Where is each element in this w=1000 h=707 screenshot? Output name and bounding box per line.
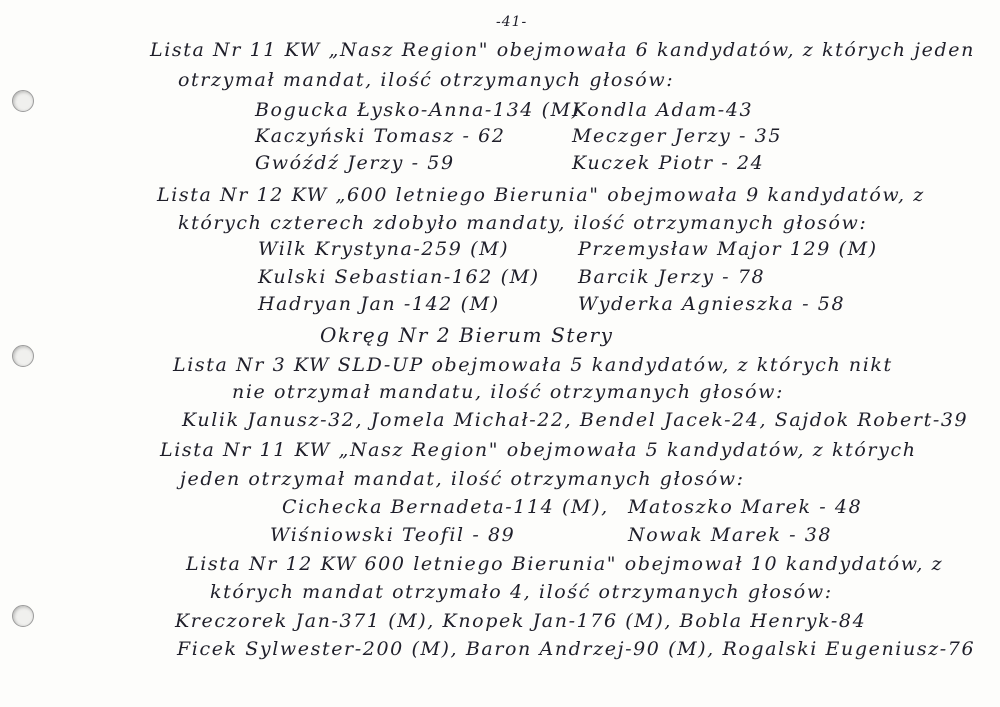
binder-hole (12, 90, 34, 112)
candidate-entry: Kaczyński Tomasz - 62 (255, 125, 506, 147)
candidate-entry: Meczger Jerzy - 35 (572, 125, 783, 147)
list-3-subheader: nie otrzymał mandatu, ilość otrzymanych głosów: (232, 381, 785, 403)
binder-hole (12, 605, 34, 627)
list-3-header: Lista Nr 3 KW SLD-UP obejmowała 5 kandydatów, z których nikt (173, 354, 893, 376)
candidate-line: Ficek Sylwester-200 (M), Baron Andrzej-90 (M), Rogalski Eugeniusz-76 (177, 638, 976, 660)
candidate-entry: Nowak Marek - 38 (628, 524, 833, 546)
list-12-header: Lista Nr 12 KW „600 letniego Bierunia" obejmowała 9 kandydatów, z (157, 184, 925, 206)
candidate-entry: Kondla Adam-43 (572, 99, 754, 121)
candidate-entry: Kulski Sebastian-162 (M) (258, 266, 540, 288)
candidate-entry: Przemysław Major 129 (M) (578, 238, 878, 260)
candidate-entry: Wiśniowski Teofil - 89 (270, 524, 516, 546)
page-number: -41- (496, 14, 528, 30)
list-12-header-okreg2: Lista Nr 12 KW 600 letniego Bierunia" obejmował 10 kandydatów, z (186, 553, 944, 575)
candidate-entry: Wilk Krystyna-259 (M) (258, 238, 510, 260)
candidate-entry: Wyderka Agnieszka - 58 (578, 293, 846, 315)
list-11-header: Lista Nr 11 KW „Nasz Region" obejmowała 6 kandydatów, z których jeden (150, 39, 975, 61)
candidate-entry: Hadryan Jan -142 (M) (258, 293, 500, 315)
list-11-header-okreg2: Lista Nr 11 KW „Nasz Region" obejmowała 5 kandydatów, z których (160, 439, 917, 461)
candidate-line: Kulik Janusz-32, Jomela Michał-22, Bendel Jacek-24, Sajdok Robert-39 (182, 409, 969, 431)
candidate-entry: Cichecka Bernadeta-114 (M), (282, 496, 609, 518)
binder-hole (12, 345, 34, 367)
list-11-subheader-okreg2: jeden otrzymał mandat, ilość otrzymanych głosów: (180, 468, 745, 490)
candidate-entry: Matoszko Marek - 48 (628, 496, 863, 518)
list-12-subheader: których czterech zdobyło mandaty, ilość otrzymanych głosów: (178, 212, 868, 234)
candidate-entry: Bogucka Łysko-Anna-134 (M) (255, 99, 581, 121)
candidate-entry: Kuczek Piotr - 24 (572, 152, 765, 174)
list-12-subheader-okreg2: których mandat otrzymało 4, ilość otrzymanych głosów: (210, 581, 833, 603)
candidate-line: Kreczorek Jan-371 (M), Knopek Jan-176 (M), Bobla Henryk-84 (175, 610, 867, 632)
candidate-entry: Gwóźdź Jerzy - 59 (255, 152, 455, 174)
list-11-subheader: otrzymał mandat, ilość otrzymanych głosów: (178, 69, 675, 91)
candidate-entry: Barcik Jerzy - 78 (578, 266, 766, 288)
section-heading: Okręg Nr 2 Bierum Stery (320, 323, 614, 347)
